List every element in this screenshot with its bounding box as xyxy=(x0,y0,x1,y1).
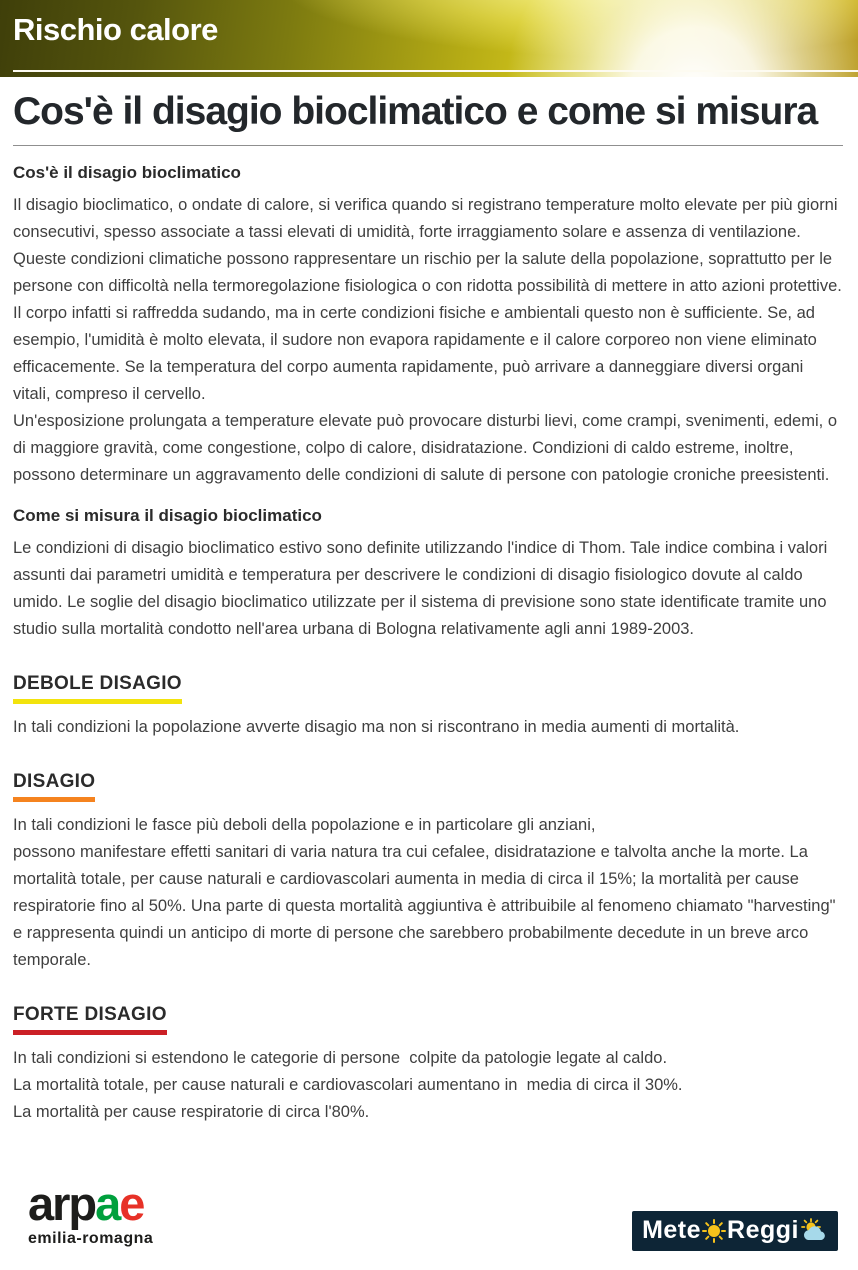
risk-line: La mortalità per cause respiratorie di circa l'80%. xyxy=(13,1103,370,1121)
risk-label-disagio: DISAGIO xyxy=(13,771,95,802)
arpae-logo[interactable] xyxy=(28,1177,154,1248)
arpae-word-green: a xyxy=(95,1177,120,1230)
risk-block-disagio xyxy=(13,771,845,974)
risk-text-disagio xyxy=(13,812,845,974)
risk-line: possono manifestare effetti sanitari di varia natura tra cui cefalee, disidratazione e talvolta anche la morte. La mortalità totale, per cause naturali e cardiovascolari aumenta in media di circa il 15%; la mortalità per cause respiratorie fino al 50%. Una parte di questa mortalità aggiuntiva è attribuibile al fenomeno chiamato "harvesting" e rappresenta quindi un anticipo di morte di persone che sarebbero probabilmente decedute in un breve arco temporale. xyxy=(13,843,841,969)
paragraph: Un'esposizione prolungata a temperature elevate può provocare disturbi lievi, come crampi, svenimenti, edemi, o di maggiore gravità, come congestione, colpo di calore, disidratazione. Condizioni di caldo estreme, inoltre, possono determinare un aggravamento delle condizioni di salute di persone con patologie croniche preesistenti. xyxy=(13,412,842,484)
meteo-text-before: Mete xyxy=(642,1216,702,1244)
header-title: Rischio calore xyxy=(13,12,218,47)
page-title: Cos'è il disagio bioclimatico e come si misura xyxy=(13,90,818,133)
risk-text-debole-disagio xyxy=(13,714,845,741)
section-heading-misura: Come si misura il disagio bioclimatico xyxy=(13,506,322,525)
risk-line: In tali condizioni la popolazione avverte disagio ma non si riscontrano in media aumenti di mortalità. xyxy=(13,718,740,736)
section-body-misura xyxy=(13,535,845,643)
section-body-cose xyxy=(13,192,845,489)
paragraph: Le condizioni di disagio bioclimatico estivo sono definite utilizzando l'indice di Thom. Tale indice combina i valori assunti dai parametri umidità e temperatura per descrivere le condizioni di disagio fisiologico dovute al caldo umido. Le soglie del disagio bioclimatico utilizzate per il sistema di previsione sono state identificate tramite uno studio sulla mortalità condotto nell'area urbana di Bologna relativamente agli anni 1989-2003. xyxy=(13,539,832,638)
arpae-subtitle: emilia-romagna xyxy=(28,1230,154,1247)
header-divider xyxy=(13,70,858,72)
risk-label-forte-disagio: FORTE DISAGIO xyxy=(13,1004,167,1035)
risk-text-forte-disagio xyxy=(13,1045,845,1126)
article xyxy=(0,90,858,1126)
sun-behind-cloud-icon xyxy=(799,1218,829,1244)
arpae-word-black: arp xyxy=(28,1177,96,1230)
title-divider xyxy=(13,145,843,146)
risk-line: In tali condizioni si estendono le categorie di persone colpite da patologie legate al caldo. xyxy=(13,1049,668,1067)
header-banner xyxy=(0,0,858,77)
risk-block-debole-disagio xyxy=(13,673,845,741)
arpae-word-red: e xyxy=(119,1177,144,1230)
meteo-text-after: Reggi xyxy=(727,1216,799,1244)
risk-line: La mortalità totale, per cause naturali e cardiovascolari aumentano in media di circa il 30%. xyxy=(13,1076,683,1094)
arpae-wordmark xyxy=(28,1177,153,1230)
section-heading-cose: Cos'è il disagio bioclimatico xyxy=(13,163,241,182)
risk-block-forte-disagio xyxy=(13,1004,845,1126)
meteo-reggio-logo[interactable] xyxy=(632,1211,838,1251)
paragraph: Il disagio bioclimatico, o ondate di calore, si verifica quando si registrano temperature molto elevate per più giorni consecutivi, spesso associate a tassi elevati di umidità, forte irraggiamento solare e assenza di ventilazione. Queste condizioni climatiche possono rappresentare un rischio per la salute della popolazione, soprattutto per le persone con difficoltà nella termoregolazione fisiologica o con ridotta possibilità di mettere in atto azioni protettive. Il corpo infatti si raffredda sudando, ma in certe condizioni fisiche e ambientali questo non è sufficiente. Se, ad esempio, l'umidità è molto elevata, il sudore non evapora rapidamente e il calore corporeo non viene eliminato efficacemente. Se la temperatura del corpo aumenta rapidamente, può arrivare a danneggiare diversi organi vitali, compreso il cervello. xyxy=(13,196,847,403)
sun-icon xyxy=(701,1219,727,1243)
risk-line: In tali condizioni le fasce più deboli della popolazione e in particolare gli anziani, xyxy=(13,816,596,834)
risk-label-debole-disagio: DEBOLE DISAGIO xyxy=(13,673,182,704)
